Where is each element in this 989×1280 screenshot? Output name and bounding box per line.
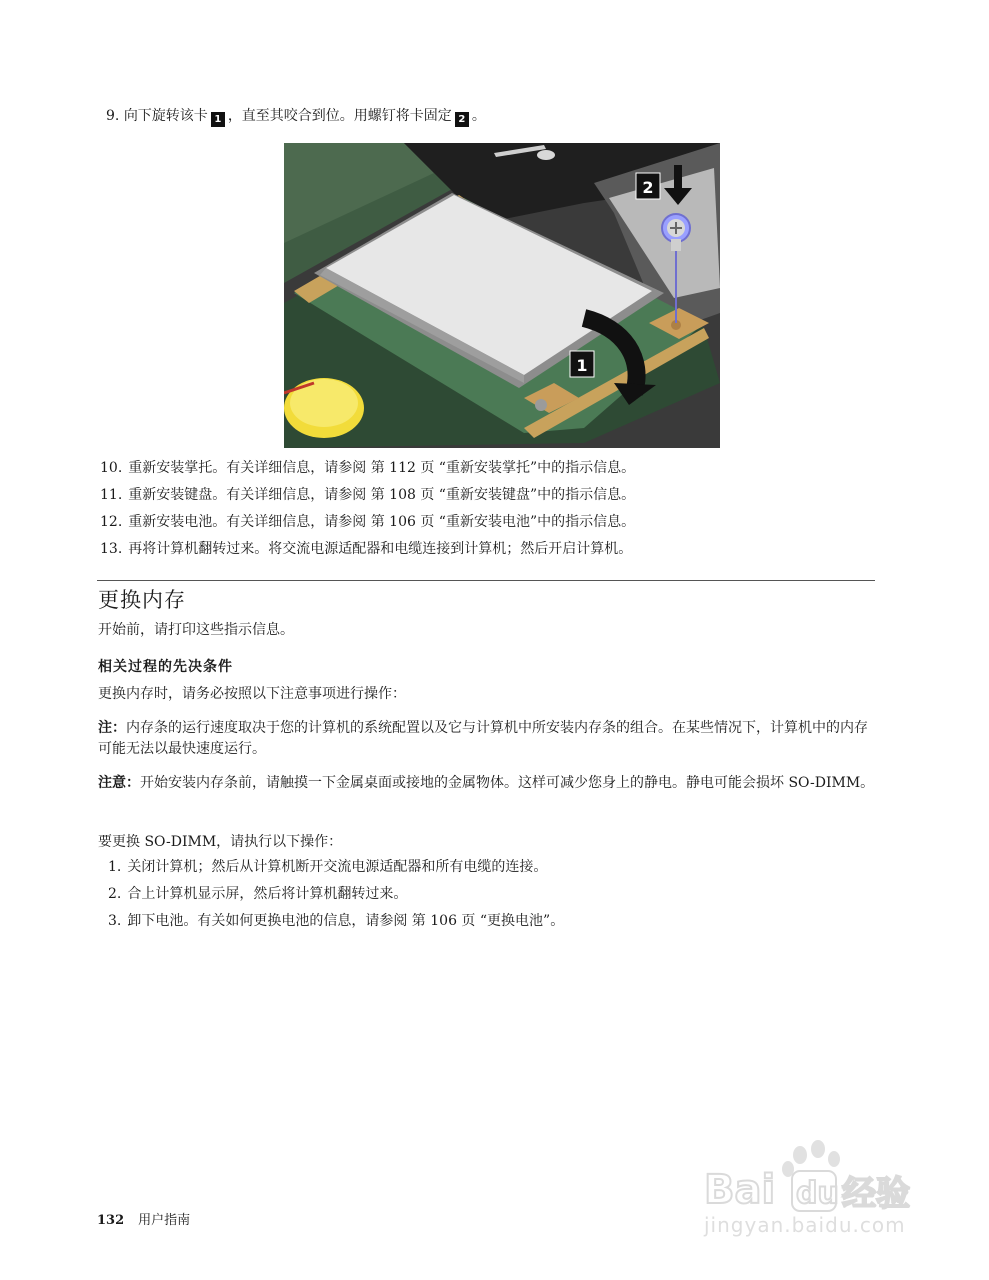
list-item (100, 458, 635, 485)
step-text: 关闭计算机；然后从计算机断开交流电源适配器和所有电缆的连接。 (127, 859, 548, 875)
steps-list-b (108, 857, 564, 938)
watermark-url: jingyan.baidu.com (704, 1213, 906, 1237)
step-text: 合上计算机显示屏，然后将计算机翻转过来。 (127, 886, 408, 902)
wireless-card-illustration (284, 143, 720, 448)
page-number: 132 (97, 1213, 125, 1228)
callout-1: 1 (211, 112, 225, 127)
step-number: 1. (108, 859, 122, 875)
step-number: 3. (108, 913, 122, 929)
step-9 (106, 106, 486, 127)
step-text: 卸下电池。有关如何更换电池的信息，请参阅 第 106 页 “更换电池”。 (127, 913, 565, 929)
step-text: 。 (471, 108, 486, 124)
step-number: 11. (100, 487, 123, 503)
list-item (100, 539, 635, 566)
baidu-watermark (700, 1135, 940, 1245)
callout-2: 2 (455, 112, 469, 127)
step-number: 12. (100, 514, 123, 530)
list-item (100, 485, 635, 512)
attention-label: 注意： (98, 775, 140, 791)
step-text: 向下旋转该卡 (123, 108, 208, 124)
intro-text: 开始前，请打印这些指示信息。 (98, 622, 294, 638)
step-text: 重新安装电池。有关详细信息，请参阅 第 106 页 “重新安装电池”中的指示信息。 (128, 514, 636, 530)
note-label: 注： (98, 720, 126, 736)
step-number: 10. (100, 460, 123, 476)
step-text: 重新安装键盘。有关详细信息，请参阅 第 108 页 “重新安装键盘”中的指示信息。 (128, 487, 636, 503)
step-number: 2. (108, 886, 122, 902)
prereq-text: 更换内存时，请务必按照以下注意事项进行操作： (98, 686, 406, 702)
svg-text:Bai: Bai (704, 1167, 776, 1213)
attention-text: 开始安装内存条前，请触摸一下金属桌面或接地的金属物体。这样可减少您身上的静电。静电可能会损坏 SO-DIMM。 (140, 775, 875, 791)
step-text: ，直至其咬合到位。用螺钉将卡固定 (227, 108, 452, 124)
steps-list-a (100, 458, 635, 566)
svg-text:经验: 经验 (842, 1174, 910, 1214)
list-item (108, 884, 564, 911)
list-item (108, 857, 564, 884)
note-paragraph (98, 718, 878, 760)
step-text: 重新安装掌托。有关详细信息，请参阅 第 112 页 “重新安装掌托”中的指示信息。 (128, 460, 636, 476)
figure-callout-1: 1 (576, 356, 588, 375)
step-number: 9. (106, 108, 120, 124)
replace-intro: 要更换 SO-DIMM，请执行以下操作： (98, 834, 343, 850)
page-footer (97, 1209, 190, 1228)
attention-paragraph (98, 773, 878, 794)
step-text: 再将计算机翻转过来。将交流电源适配器和电缆连接到计算机；然后开启计算机。 (128, 541, 633, 557)
note-text: 内存条的运行速度取决于您的计算机的系统配置以及它与计算机中所安装内存条的组合。在某些情况下，计算机中的内存可能无法以最快速度运行。 (98, 720, 868, 757)
section-title: 更换内存 (98, 588, 186, 612)
subheading: 相关过程的先决条件 (98, 659, 233, 675)
section-divider (97, 580, 875, 581)
figure-callout-2: 2 (642, 178, 654, 197)
list-item (108, 911, 564, 938)
doc-title: 用户指南 (138, 1213, 191, 1228)
list-item (100, 512, 635, 539)
svg-text:du: du (796, 1176, 839, 1211)
step-number: 13. (100, 541, 123, 557)
